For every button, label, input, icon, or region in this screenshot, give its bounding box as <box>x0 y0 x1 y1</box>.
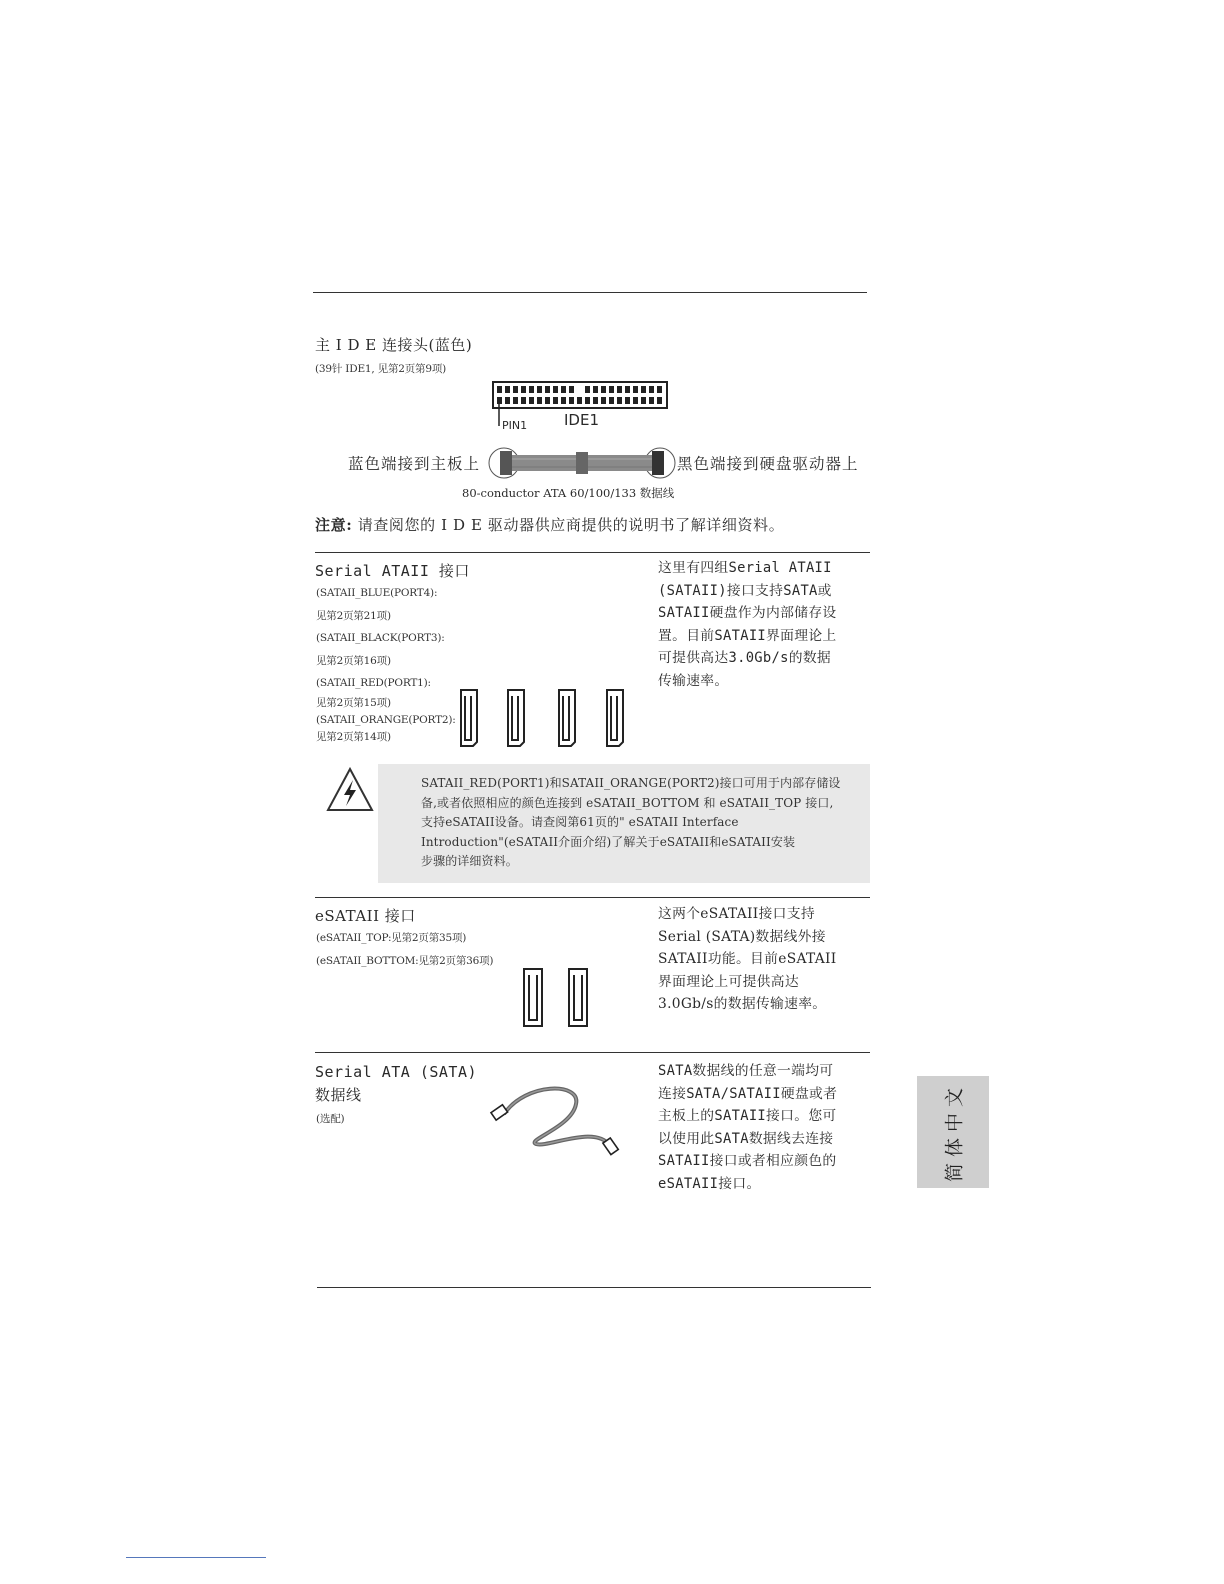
sata-desc-line: 传输速率。 <box>658 672 729 689</box>
sata-desc-line: SATAII硬盘作为内部储存设 <box>658 605 837 621</box>
sata-ref-line: (SATAII_BLUE(PORT4): <box>316 587 438 599</box>
warning-text <box>421 774 861 872</box>
language-side-tab-label: 简体中文 <box>943 1081 966 1183</box>
cable-desc-line: 连接SATA/SATAII硬盘或者 <box>658 1085 838 1102</box>
ide-left-caption: 蓝色端接到主板上 <box>348 455 481 473</box>
sata-ref-line: (SATAII_RED(PORT1): <box>316 677 431 689</box>
rule-esata <box>315 897 870 898</box>
sata-ref-line: (SATAII_ORANGE(PORT2): <box>316 713 456 726</box>
bottom-rule <box>317 1287 871 1288</box>
sata-ref-line: 见第2页第14项) <box>316 730 391 743</box>
warning-line: 备,或者依照相应的颜色连接到 eSATAII_BOTTOM 和 eSATAII_TOP 接口, <box>421 795 834 810</box>
sata-ref-line: (SATAII_BLACK(PORT3): <box>316 632 445 644</box>
top-rule <box>313 292 867 293</box>
warning-line: SATAII_RED(PORT1)和SATAII_ORANGE(PORT2)接口可用于内部存储设 <box>421 776 841 790</box>
esata-refs <box>316 927 493 972</box>
sata-description <box>658 557 873 692</box>
sata-cable-image <box>486 1082 626 1162</box>
warning-line: 支持eSATAII设备。请查阅第61页的" eSATAII Interface <box>421 815 739 829</box>
sata-desc-line: (SATAII)接口支持SATA或 <box>658 582 832 599</box>
esata-ref-line: (eSATAII_TOP:见第2页第35项) <box>316 932 467 944</box>
warning-line: Introduction"(eSATAII介面介绍)了解关于eSATAII和eSATAII安装 <box>421 834 796 849</box>
warning-line: 步骤的详细资料。 <box>421 854 518 868</box>
ide-connector-label: IDE1 <box>564 411 599 429</box>
ide-note-text: 请查阅您的 I D E 驱动器供应商提供的说明书了解详细资料。 <box>357 516 785 534</box>
sata-connectors-diagram <box>458 688 630 750</box>
cable-desc-line: SATA数据线的任意一端均可 <box>658 1063 834 1079</box>
esata-desc-line: Serial (SATA)数据线外接 <box>658 928 826 945</box>
ide-right-caption: 黑色端接到硬盘驱动器上 <box>677 455 859 473</box>
rule-cable <box>315 1052 870 1053</box>
sata-desc-line: 可提供高达3.0Gb/s的数据 <box>658 650 832 666</box>
sata-refs <box>316 582 456 746</box>
sata-desc-line: 这里有四组Serial ATAII <box>658 560 832 576</box>
warning-icon <box>325 766 375 814</box>
sata-desc-line: 置。目前SATAII界面理论上 <box>658 627 837 644</box>
ide-cable-caption: 80-conductor ATA 60/100/133 数据线 <box>462 486 675 500</box>
language-side-tab <box>917 1076 989 1188</box>
cable-ref: (选配) <box>316 1113 345 1125</box>
cable-desc-line: eSATAII接口。 <box>658 1175 761 1192</box>
cable-description <box>658 1060 873 1195</box>
sata-title: Serial ATAII 接口 <box>315 562 470 580</box>
cable-title <box>315 1061 477 1107</box>
sata-ref-line: 见第2页第16项) <box>316 654 391 667</box>
cable-desc-line: SATAII接口或者相应颜色的 <box>658 1153 837 1169</box>
esata-ref-line: (eSATAII_BOTTOM:见第2页第36项) <box>316 954 494 967</box>
esata-desc-line: SATAII功能。目前eSATAII <box>658 951 837 967</box>
rule-sata <box>315 552 870 553</box>
cable-desc-line: 主板上的SATAII接口。您可 <box>658 1108 837 1124</box>
sata-ref-line: 见第2页第21项) <box>316 609 391 622</box>
esata-desc-line: 3.0Gb/s的数据传输速率。 <box>658 996 827 1012</box>
cable-title-line: Serial ATA (SATA) <box>315 1063 478 1081</box>
ide-cable-image <box>486 444 678 482</box>
ide-note-label: 注意: <box>315 516 353 534</box>
ide-note <box>315 514 784 535</box>
ide-ref: (39针 IDE1, 见第2页第9项) <box>315 363 447 375</box>
esata-title: eSATAII 接口 <box>315 907 416 925</box>
esata-desc-line: 这两个eSATAII接口支持 <box>658 906 815 922</box>
ide-pin1-label: PIN1 <box>502 419 528 432</box>
ide-title: 主 I D E 连接头(蓝色) <box>315 336 473 354</box>
esata-description <box>658 903 873 1016</box>
cable-title-line: 数据线 <box>315 1086 362 1104</box>
sata-ref-line: 见第2页第15项) <box>316 696 391 709</box>
esata-desc-line: 界面理论上可提供高达 <box>658 973 799 990</box>
esata-connectors-diagram <box>520 966 592 1030</box>
footnote-separator <box>126 1557 266 1558</box>
cable-desc-line: 以使用此SATA数据线去连接 <box>658 1130 834 1147</box>
